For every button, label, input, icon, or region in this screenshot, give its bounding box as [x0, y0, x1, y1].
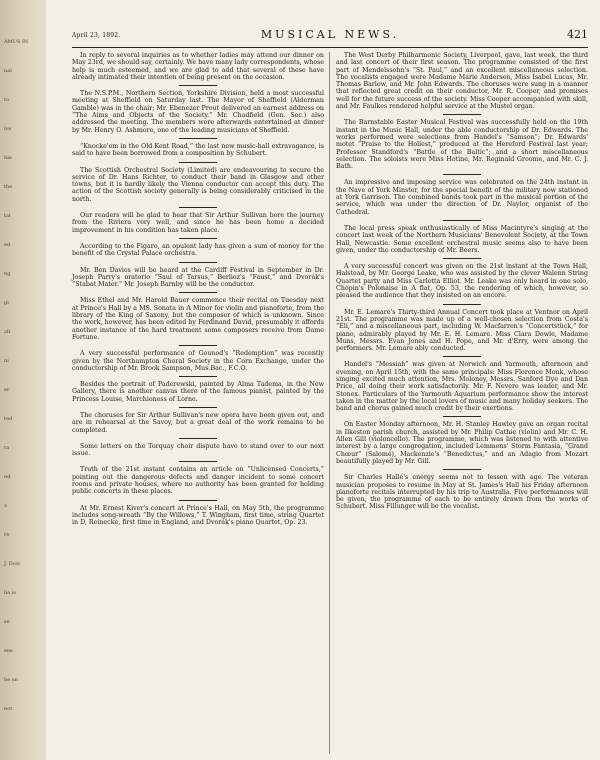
article-separator — [443, 469, 481, 470]
article-separator — [179, 162, 217, 163]
news-item: Mr. Ben Davies will be heard at the Cardiff Festival in September in Dr. Joseph Parry's oratorio “Saul of Tarsus,” Berlioz's “Faust,” and Dvorák's “Stabat Mater.” Mr. Joseph Barnby will be the conductor. — [72, 266, 324, 289]
news-item: An impressive and imposing service was celebrated on the 24th instant in the Nave of York Minster, for the special benefit of the military now stationed at York Garrison. The combined bands took part in the musical portion of the service, which was under the direction of Dr. Naylor, organist of the Cathedral. — [336, 179, 588, 216]
facing-page-fragment: J. Dow — [4, 561, 21, 567]
article-separator — [179, 500, 217, 501]
facing-page-fragment: nd — [4, 474, 11, 480]
header-rule — [72, 47, 588, 48]
news-item: In reply to several inquiries as to whether ladies may attend our dinner on May 23rd, we should say, certainly. We have many lady correspondents, whose help is much esteemed, and we are glad to add that several of these have already intimated their intention of being present on the occasion. — [72, 52, 324, 81]
news-item: Our readers will be glad to hear that Sir Arthur Sullivan bore the journey from the Riviera very well, and since he has been home a decided improvement in his condition has taken place. — [72, 212, 324, 234]
news-item: A very successful concert was given on the 21st instant at the Town Hall, Halstead, by Mr. George Leake, who was assisted by the clever Walenn String Quartet party and Miss Carlotta Elliot. Mr. Leake was only heard in one solo, Chopin's Polonaise in A flat, Op. 53, the rendering of which, however, so pleased the audience that they insisted on an encore. — [336, 263, 588, 300]
facing-page-fragment: re — [4, 532, 10, 538]
facing-page-fragment: er — [4, 387, 10, 393]
article-separator — [443, 258, 481, 259]
article-separator — [179, 407, 217, 408]
article-separator — [443, 220, 481, 221]
article-separator — [443, 174, 481, 175]
facing-page-fragment: a — [4, 503, 7, 509]
facing-page-fragment: ni — [4, 358, 9, 364]
facing-page-fragment: gi — [4, 300, 9, 306]
article-separator — [443, 356, 481, 357]
news-item: Handel's “Messiah” was given at Norwich and Yarmouth, afternoon and evening, on April 15th, with the same principals: Miss Florence Monk, whose singing excited much attention, Mrs. Moloney, Messrs. Sanford Dye and Dan Price, all doing their work satisfactorily. Mr. F. Nevere was leader, and Mr. Stonex. Particulars of the Yarmouth Aquarium performance show the interest taken in the matter by the local lovers of music and many holiday seekers. The band and chorus gained much credit by their exertions. — [336, 361, 588, 413]
news-item: At Mr. Ernest Kiver's concert at Prince's Hall, on May 5th, the programme includes song-wreath “By the Willows,” T. Wingham, first time, string Quartet in D, Reinecke, first time in England, and Dvorák's piano Quartet, Op. 23. — [72, 504, 324, 527]
news-item: Truth of the 21st instant contains an article on “Unlicensed Concerts,” pointing out the dangerous defects and danger incident to some concert rooms and private houses, where no authority has been granted for holding public concerts in these places. — [72, 466, 324, 496]
news-item: According to the Figaro, an opulent lady has given a sum of money for the benefit of the Crystal Palace orchestra. — [72, 242, 324, 258]
news-item: Mr. E. Lemare's Thirty-third Annual Concert took place at Ventnor on April 21st. The programme was made up of a well-chosen selection from Costa's “Eli,” and a miscellaneous part, including W. Macfarren's “Concertstück,” for piano, admirably played by Mr. E. H. Lemare. Miss Clara Dowle, Madame Muns, Messrs. Evan Jones and H. Pope, and Mr. d'Erry, were among the performers. Mr. Lemare ably conducted. — [336, 308, 588, 353]
facing-page-fragment: ed — [4, 242, 11, 248]
article-separator — [179, 376, 217, 377]
facing-page-fragment: ens — [4, 648, 13, 654]
facing-page-fragment: all — [4, 329, 11, 335]
news-item: Besides the portrait of Paderewski, painted by Alma Tadema, in the New Gallery, there is another canvas there of the famous pianist, painted by the Princess Louise, Marchioness of Lorne. — [72, 381, 324, 403]
article-separator — [179, 345, 217, 346]
facing-page-fragment: nal — [4, 68, 12, 74]
news-item: A very successful performance of Gounod's “Redemption” was recently given by the Northampton Choral Society in the Corn Exchange, under the conductorship of Mr. Brook Sampson, Mus.Bac., F.C.O. — [72, 350, 324, 372]
facing-page-fragment: ive — [4, 126, 12, 132]
news-item: The Scottish Orchestral Society (Limited) are endeavouring to secure the service of Dr. Hans Richter, to conduct their band in Glasgow and other towns, but it is hardly likely the Vienna conductor can accept this duty. The action of the Scottish society generally is being considerably criticised in the north. — [72, 166, 324, 203]
column-divider — [329, 52, 330, 754]
article-separator — [443, 416, 481, 417]
article-separator — [443, 304, 481, 305]
left-column — [72, 52, 324, 531]
news-item: “Knocke'em in the Old Kent Road,” the last new music-hall extravagance, is said to have been borrowed from a composition by Schubert. — [72, 142, 324, 158]
news-item: Sir Charles Hallé's energy seems not to lessen with age. The veteran musician proposes to resume in May at St. James's Hall his Friday afternoon pianoforte recitals interrupted by his trip to Australia. Five performances will be given, the programme of each to be entirely drawn from the works of Schubert. Miss Fillunger will be the vocalist. — [336, 474, 588, 511]
article-separator — [179, 461, 217, 462]
facing-page-fragment: the — [4, 184, 13, 190]
facing-page-fragment: se — [4, 619, 10, 625]
facing-page-fragment: to — [4, 97, 10, 103]
news-item: The Barnstable Easter Musical Festival was successfully held on the 19th instant in the Music Hall, under the able conductorship of Dr. Edwards. The works performed were selections from Handel's “Samson”; Dr. Edwards' motet “Praise to the Holiest,” produced at the Hereford Festival last year; Professor Standford's “Battle of the Baltic”; and a short miscellaneous selection. The soloists were Miss Hotine, Mr. Reginald Groome, and Mr. C. J. Bath. — [336, 119, 588, 171]
news-item: Miss Ethel and Mr. Harold Bauer commence their recital on Tuesday next at Prince's Hall by a MS. Sonata in A Minor for violin and pianoforte, from the library of the King of Saxony, but the composer of which is unknown. Since the work, however, has been edited by Ferdinand David, presumably it affords another instance of the hard treatment some composers receive from Dame Fortune. — [72, 297, 324, 341]
article-separator — [179, 262, 217, 263]
facing-page-fragment: ng — [4, 271, 11, 277]
facing-page-fragment: tal — [4, 213, 11, 219]
facing-page-fragment: hie — [4, 155, 12, 161]
news-item: The local press speak enthusiastically of Miss Macintyre's singing at the concert last week of the Northern Musicians' Benevolent Society, at the Town Hall, Newcastle. Some excellent orchestral music seems also to have been given, under the conductorship of Mr. Beers. — [336, 224, 588, 254]
article-separator — [179, 138, 217, 139]
book-binding-margin — [0, 0, 46, 760]
news-item: The N.S.P.M., Northern Section, Yorkshire Division, held a most successful meeting at Sheffield on Saturday last. The Mayor of Sheffield (Alderman Gamble) was in the chair; Mr. Ebenezer Prout delivered an earnest address on “The Aims and Objects of the Society.” Mr. Chadfield (Gen. Sec.) also addressed the meeting. The members were afterwards entertained at dinner by Mr. Henry O. Ashmore, one of the leading musicians of Sheffield. — [72, 90, 324, 134]
facing-page-fragment: ra — [4, 445, 10, 451]
article-separator — [179, 85, 217, 86]
right-column — [336, 52, 588, 515]
article-separator — [179, 438, 217, 439]
issue-date: April 23, 1892. — [72, 32, 121, 39]
facing-page-fragment: lie is — [4, 590, 16, 596]
article-separator — [179, 292, 217, 293]
news-item: On Easter Monday afternoon, Mr. H. Stanley Hawley gave an organ recital in Ilkeston parish church, assisted by Mr. Philip Cathie (violin) and Mr. C. H. Allen Gill (violoncello). The programme, which was listened to with attentive interest by a large congregation, included Lemmens' Storm Fantasia, “Grand Chœur” (Salomé), Mackenzie's “Benedictus,” and an Adagio from Mozart beautifully played by Mr. Gill. — [336, 421, 588, 465]
article-separator — [179, 238, 217, 239]
facing-page-fragment: not — [4, 706, 13, 712]
news-item: The choruses for Sir Arthur Sullivan's new opera have been given out, and are in rehearsal at the Savoy, but a great deal of the work remains to be completed. — [72, 411, 324, 434]
article-separator — [179, 207, 217, 208]
article-separator — [443, 114, 481, 115]
publication-title: MUSICAL NEWS. — [260, 28, 400, 41]
page-header — [72, 28, 588, 44]
facing-page-fragment: ted — [4, 416, 13, 422]
facing-page-fragment: AMUS IN — [4, 39, 29, 45]
news-item: Some letters on the Torquay choir dispute have to stand over to our next issue. — [72, 442, 324, 458]
news-item: The West Derby Philharmonic Society, Liverpool, gave, last week, the third and last concert of their first season. The programme consisted of the first part of Mendelssohn's “St. Paul,” and an excellent miscellaneous selection. The vocalists engaged were Madame Marie Andersen, Miss Isabel Lucas, Mr. Thomas Barlow, and Mr. John Edwards. The choruses were sung in a manner that reflected great credit on their conductor, Mr. R. Cooper, and promises well for the future success of the society. Miss Cooper accompanied with skill, and Mr. Faulkes rendered helpful service at the Mustel organ. — [336, 52, 588, 111]
page-number: 421 — [567, 28, 588, 41]
newspaper-page — [46, 0, 600, 760]
facing-page-fragment: he on — [4, 677, 18, 683]
